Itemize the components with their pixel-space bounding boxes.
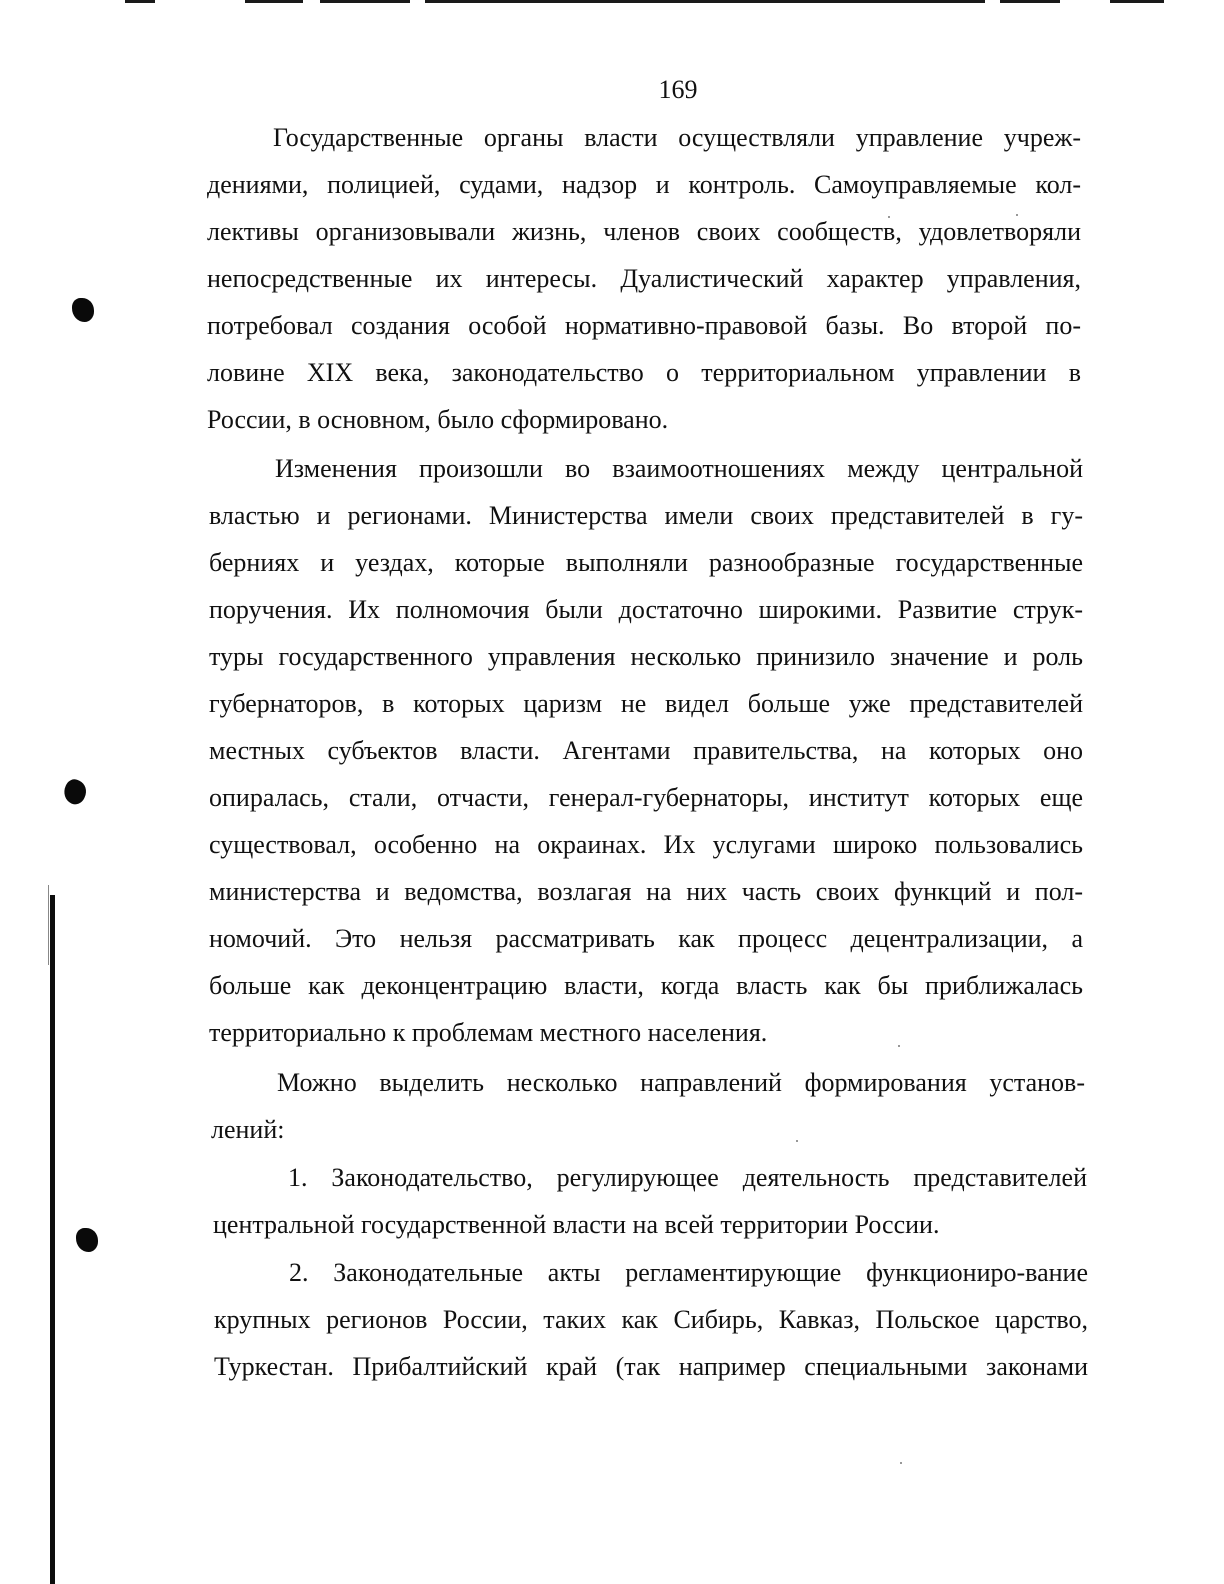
text-line: Можно выделить несколько направлений формирования установ-	[277, 1068, 1085, 1097]
punch-hole-mark	[76, 1228, 98, 1252]
text-line: Туркестан. Прибалтийский край (так например специальными законами	[214, 1352, 1088, 1381]
scan-edge-line	[48, 885, 49, 965]
scan-edge-mark	[1000, 0, 1060, 3]
text-line: дениями, полицией, судами, надзор и контроль. Самоуправляемые кол-	[207, 170, 1081, 199]
punch-hole-mark	[72, 298, 94, 322]
text-line: существовал, особенно на окраинах. Их услугами широко пользовались	[209, 830, 1083, 859]
punch-hole-mark	[60, 776, 90, 807]
text-line: губернаторов, в которых царизм не видел больше уже представителей	[209, 689, 1083, 718]
list-item	[214, 1249, 1088, 1390]
text-line: крупных регионов России, таких как Сибирь, Кавказ, Польское царство,	[214, 1305, 1088, 1334]
paragraph	[207, 114, 1081, 443]
text-line: Государственные органы власти осуществляли управление учреж-	[273, 123, 1081, 152]
scan-speck	[900, 1462, 902, 1464]
text-line: центральной государственной власти на всей территории России.	[213, 1210, 940, 1239]
text-line: местных субъектов власти. Агентами правительства, на которых оно	[209, 736, 1083, 765]
text-line: лений:	[211, 1115, 285, 1144]
scan-edge-mark	[320, 0, 410, 3]
text-line: номочий. Это нельзя рассматривать как процесс децентрализации, а	[209, 924, 1083, 953]
text-line: ловине XIX века, законодательство о территориальном управлении в	[207, 358, 1081, 387]
text-line: берниях и уездах, которые выполняли разнообразные государственные	[209, 548, 1083, 577]
text-line: туры государственного управления несколько принизило значение и роль	[209, 642, 1083, 671]
text-line: Изменения произошли во взаимоотношениях между центральной	[275, 454, 1083, 483]
scan-edge-line	[50, 895, 55, 1584]
scan-edge-mark	[425, 0, 985, 3]
text-line: лективы организовывали жизнь, членов своих сообществ, удовлетворяли	[207, 217, 1081, 246]
list-item	[213, 1154, 1087, 1248]
scan-edge-mark	[125, 0, 155, 3]
scan-edge-mark	[245, 0, 303, 3]
text-line: России, в основном, было сформировано.	[207, 405, 669, 434]
text-line: 1. Законодательство, регулирующее деятельность представителей	[288, 1163, 1087, 1192]
text-line: 2. Законодательные акты регламентирующие функциониро-вание	[289, 1258, 1088, 1287]
text-line: больше как деконцентрацию власти, когда власть как бы приближалась	[209, 971, 1083, 1000]
text-line: властью и регионами. Министерства имели своих представителей в гу-	[209, 501, 1083, 530]
text-line: территориально к проблемам местного населения.	[209, 1018, 768, 1047]
text-line: потребовал создания особой нормативно-правовой базы. Во второй по-	[207, 311, 1081, 340]
paragraph	[211, 1059, 1085, 1153]
page-number: 169	[658, 75, 698, 104]
text-line: непосредственные их интересы. Дуалистический характер управления,	[207, 264, 1081, 293]
scan-edge-mark	[1110, 0, 1164, 3]
text-line: поручения. Их полномочия были достаточно широкими. Развитие струк-	[209, 595, 1083, 624]
text-line: опиралась, стали, отчасти, генерал-губернаторы, институт которых еще	[209, 783, 1083, 812]
paragraph	[209, 445, 1083, 1056]
text-line: министерства и ведомства, возлагая на них часть своих функций и пол-	[209, 877, 1083, 906]
